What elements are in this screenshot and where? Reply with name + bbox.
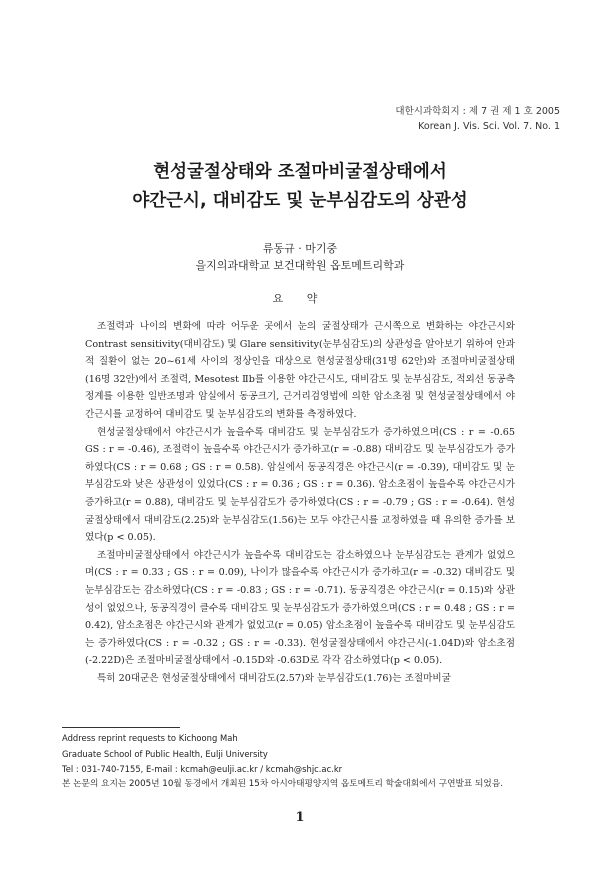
footnote-divider: [62, 727, 180, 728]
abstract-paragraph: 조절마비굴절상태에서 야간근시가 높을수록 대비감도는 감소하였으나 눈부심감도는 관계가 없었으며(CS : r = 0.33 ; GS : r = 0.09), 나이가 많을수록 야간근시가 증가하고(r = -0.32) 대비감도 및 눈부심감도는 감소하였다(CS : r = -0.83 ; GS : r = -0.71). 동공직경은 야간근시(r = 0.15)와 상관성이 없었으나, 동공직경이 클수록 대비감도 및 눈부심감도가 증가하였으며(CS : r = 0.48 ; GS : r = 0.42), 암소초점은 야간근시와 관계가 없었고(r = 0.05) 암소초점이 높을수록 대비감도 및 눈부심감도는 증가하였다(CS : r = -0.32 ; GS : r = -0.33). 현성굴절상태에서 야간근시(-1.04D)와 암소초점(-2.22D)은 조절마비굴절상태에서 -0.15D와 -0.63D로 각각 감소하였다(p < 0.05).: [85, 549, 515, 667]
journal-citation-korean: 대한시과학회지 : 제 7 권 제 1 호 2005: [395, 106, 560, 117]
paper-title-line-2: 야간근시, 대비감도 및 눈부심감도의 상관성: [132, 191, 468, 211]
abstract-heading: 요 약: [272, 292, 328, 305]
journal-citation-english: Korean J. Vis. Sci. Vol. 7. No. 1: [418, 121, 560, 132]
abstract-paragraph: 조절력과 나이의 변화에 따라 어두운 곳에서 눈의 굴절상태가 근시쪽으로 변화하는 야간근시와 Contrast sensitivity(대비감도) 및 Glare sensitivity(눈부심감도)의 상관성을 알아보기 위하여 안과적 질환이 없는 20~61세 사이의 정상인을 대상으로 현성굴절상태(31명 62안)와 조절마비굴절상태(16명 32안)에서 조절력, Mesotest Ⅱb를 이용한 야간근시도, 대비감도 및 눈부심감도, 적외선 동공측정계를 이용한 일반조명과 암실에서 동공크기, 근거리검영법에 의한 암소초점 및 현성굴절상태에서 야간근시를 교정하여 대비감도 및 눈부심감도의 변화를 측정하였다.: [85, 321, 515, 420]
paper-title-line-1: 현성굴절상태와 조절마비굴절상태에서: [153, 162, 447, 182]
page-number: 1: [295, 810, 305, 825]
abstract-paragraph: 현성굴절상태에서 야간근시가 높을수록 대비감도 및 눈부심감도가 증가하였으며(CS : r = -0.65 GS : r = -0.46), 조절력이 높을수록 야간근시가 증가하고(r = -0.88) 대비감도 및 눈부심감도가 증가하였다(CS : r = 0.68 ; GS : r = 0.58). 암실에서 동공직경은 야간근시(r = -0.39), 대비감도 및 눈부심감도와 낮은 상관성이 있었다(CS : r = 0.36 ; GS : r = 0.36). 암소초점이 높을수록 야간근시가 증가하고(r = 0.88), 대비감도 및 눈부심감도가 증가하였다(CS : r = -0.79 ; GS : r = -0.64). 현성굴절상태에서 대비감도(2.25)와 눈부심감도(1.56)는 모두 야간근시를 교정하였을 때 유의한 증가를 보였다(p < 0.05).: [85, 426, 515, 544]
abstract-body: [85, 318, 515, 687]
footnote-line: Address reprint requests to Kichoong Mah: [62, 733, 238, 743]
presentation-note: 본 논문의 요지는 2005년 10월 동경에서 개최된 15차 아시아태평양지역 옵토메트리 학술대회에서 구연발표 되었음.: [62, 779, 503, 789]
author-block: [0, 240, 600, 274]
reprint-footnote: [62, 731, 342, 778]
footnote-contact: Tel : 031-740-7155, E-mail : kcmah@eulji.ac.kr / kcmah@shjc.ac.kr: [62, 764, 343, 774]
abstract-paragraph: 특히 20대군은 현성굴절상태에서 대비감도(2.57)와 눈부심감도(1.76)는 조절마비굴: [97, 672, 451, 684]
author-names: 류동규 · 마기중: [262, 242, 338, 255]
author-affiliation: 을지의과대학교 보건대학원 옵토메트리학과: [195, 259, 405, 272]
journal-citation: [395, 104, 560, 134]
footnote-line: Graduate School of Public Health, Eulji University: [62, 748, 268, 759]
